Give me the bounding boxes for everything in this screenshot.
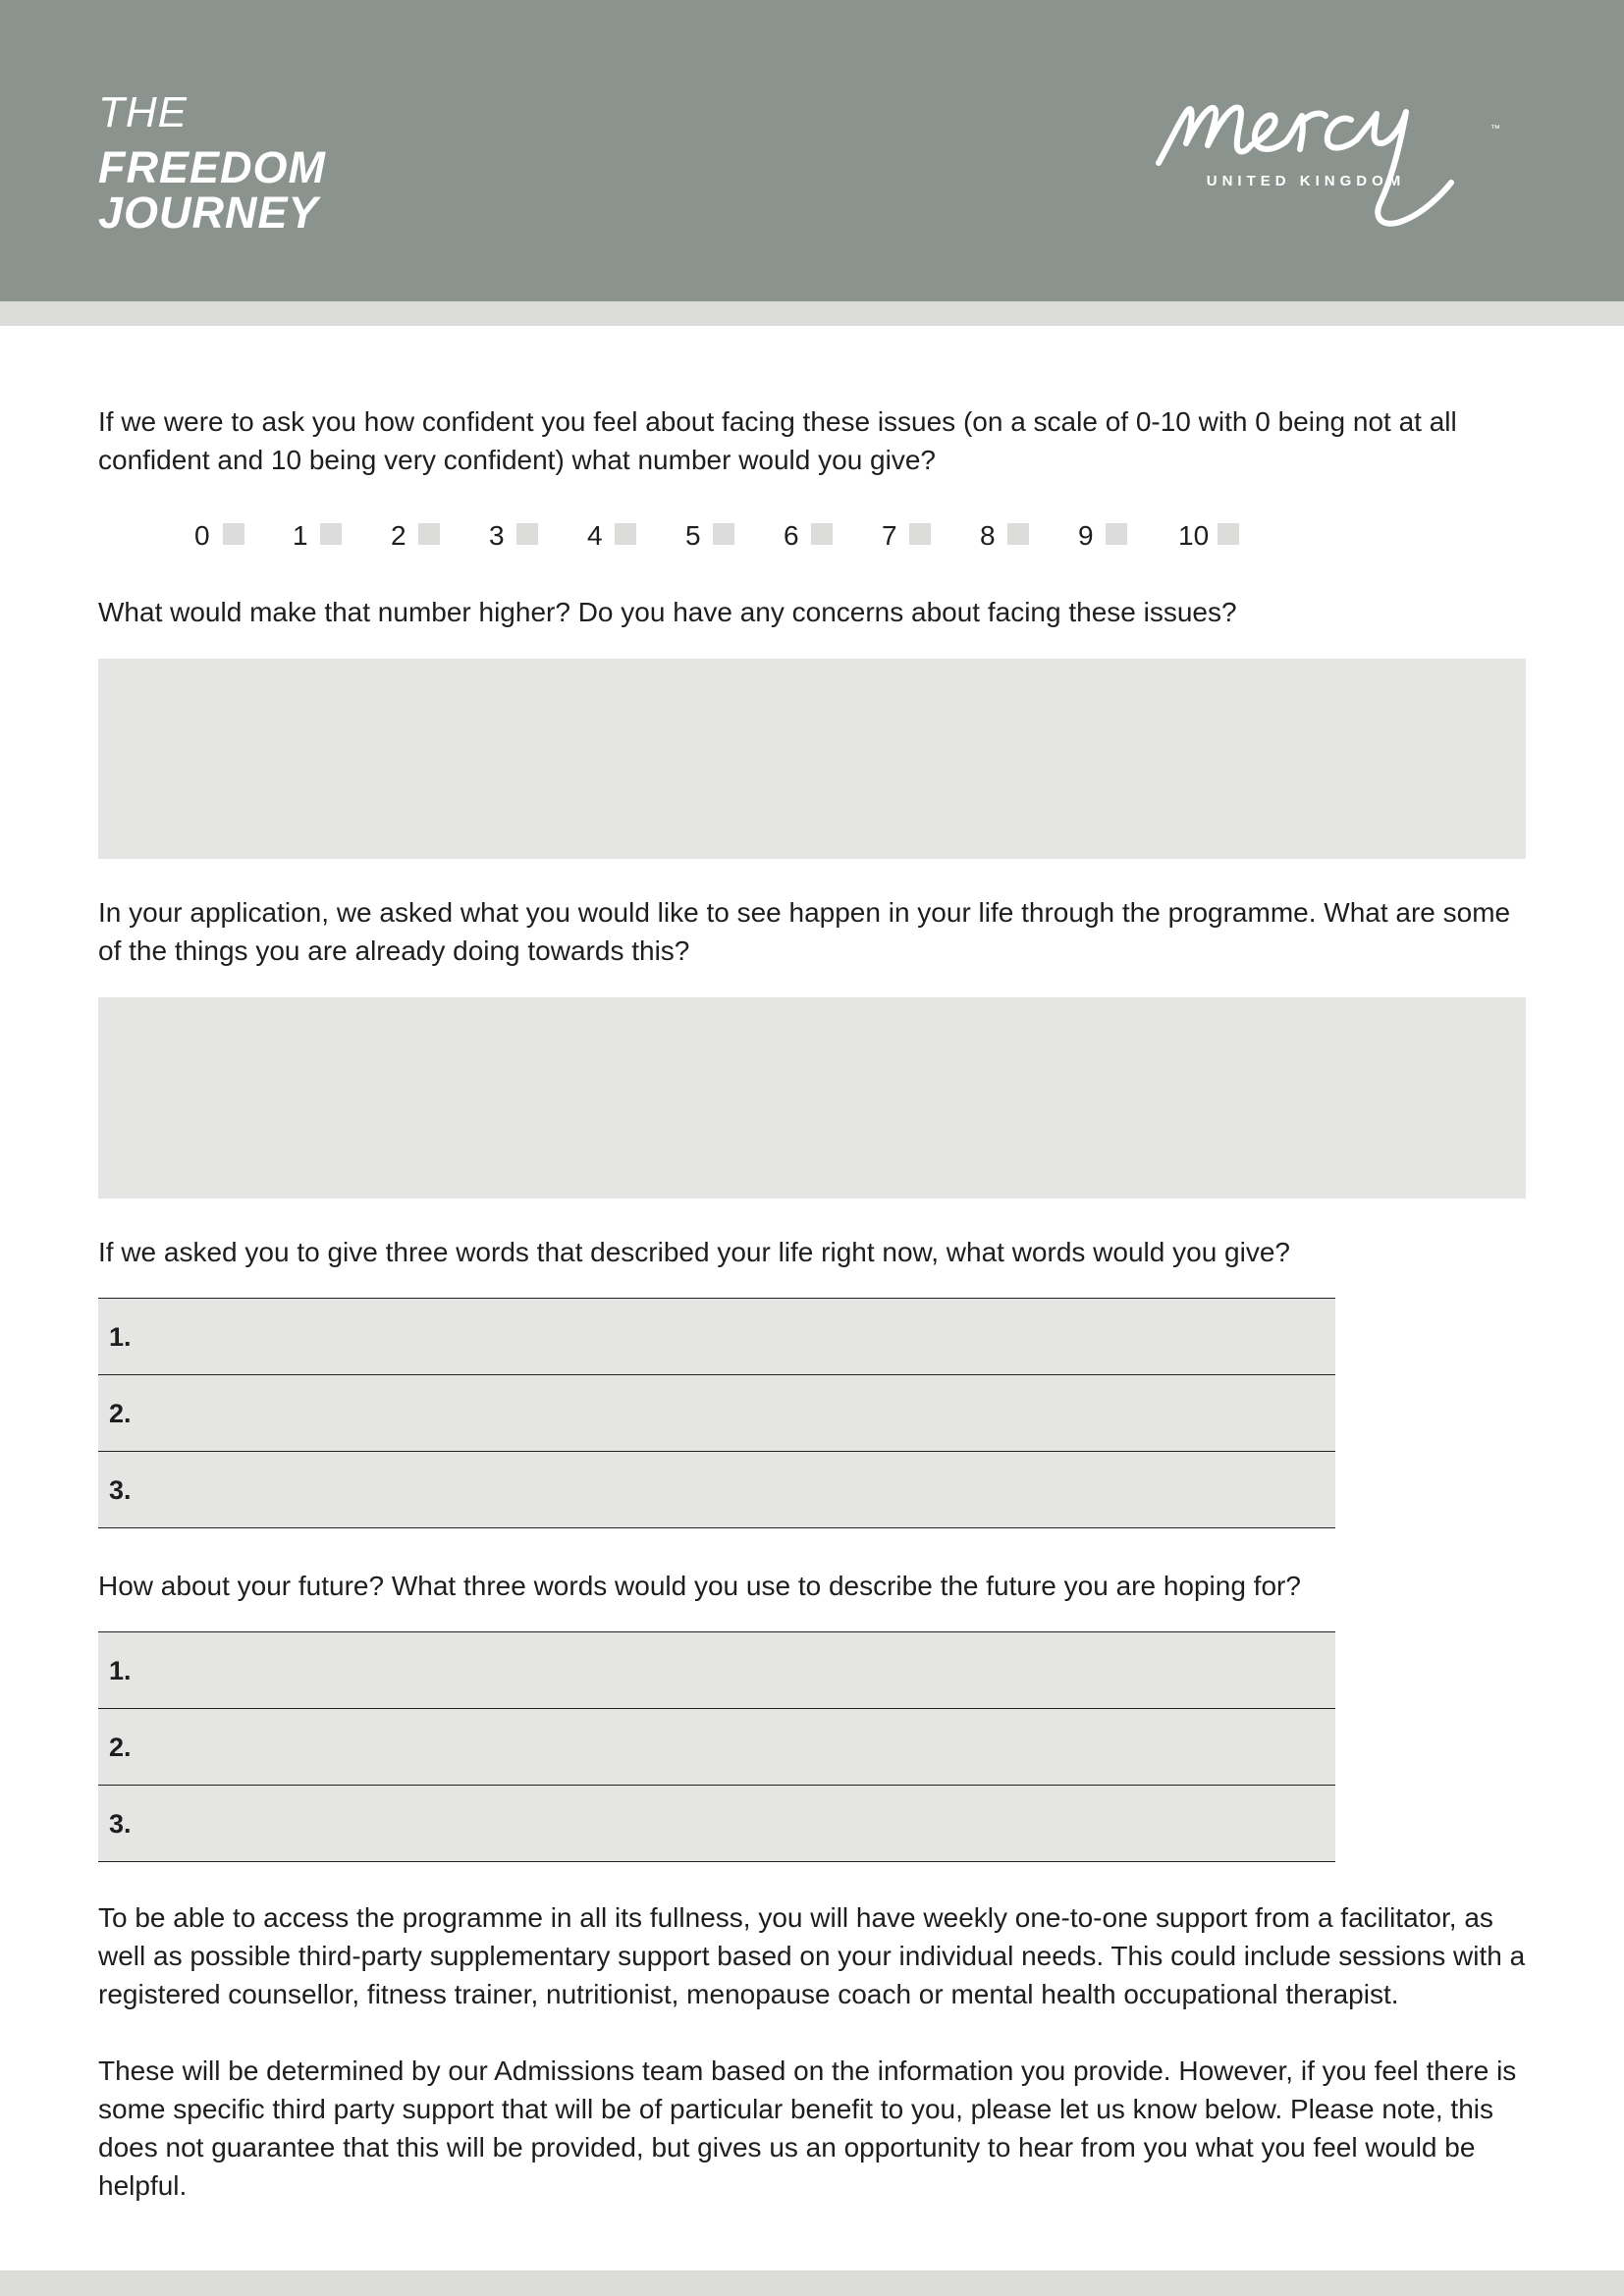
brand-line-freedom: FREEDOM: [98, 142, 326, 192]
brand-line-journey: JOURNEY: [98, 187, 319, 238]
scale-checkbox[interactable]: [1218, 523, 1239, 545]
word-number: 2.: [109, 1399, 132, 1428]
scale-label: 4: [587, 520, 603, 551]
three-words-now-list: [98, 1298, 1335, 1528]
scale-checkbox[interactable]: [223, 523, 244, 545]
word-number: 2.: [109, 1733, 132, 1762]
word-number: 1.: [109, 1322, 132, 1352]
scale-checkbox[interactable]: [615, 523, 636, 545]
word-number: 3.: [109, 1475, 132, 1505]
question-three-words-future: How about your future? What three words would you use to describe the future you are hoping for?: [98, 1571, 1301, 1601]
word-number: 1.: [109, 1656, 132, 1685]
support-paragraph: To be able to access the programme in all its fullness, you will have weekly one-to-one support from a facilitator, as well as possible third-party supplementary support based on your individual needs. This could include sessions with a registered counsellor, fitness trainer, nutritionist, menopause coach or mental health occupational therapist.: [98, 1902, 1526, 2009]
word-number: 3.: [109, 1809, 132, 1839]
question-three-words-now: If we asked you to give three words that described your life right now, what words would you give?: [98, 1237, 1290, 1267]
future-word-field-1[interactable]: [98, 1632, 1335, 1709]
question-higher-number: What would make that number higher? Do you have any concerns about facing these issues?: [98, 597, 1237, 627]
question-confidence: If we were to ask you how confident you feel about facing these issues (on a scale of 0-10 with 0 being not at all confident and 10 being very confident) what number would you give?: [98, 406, 1457, 475]
freedom-journey-brand: [98, 90, 326, 236]
question-application: In your application, we asked what you would like to see happen in your life through the programme. What are some of the things you are already doing towards this?: [98, 897, 1511, 966]
scale-label: 6: [784, 520, 799, 551]
scale-label: 8: [980, 520, 996, 551]
scale-label: 5: [685, 520, 701, 551]
scale-checkbox[interactable]: [909, 523, 931, 545]
word-field-2[interactable]: [98, 1375, 1335, 1452]
scale-checkbox[interactable]: [418, 523, 440, 545]
footer-strip: [0, 2270, 1624, 2296]
scale-label: 0: [194, 520, 210, 551]
scale-label: 9: [1078, 520, 1094, 551]
scale-checkbox[interactable]: [1007, 523, 1029, 545]
scale-checkbox[interactable]: [713, 523, 734, 545]
brand-the: THE: [98, 88, 188, 136]
logo-trademark: ™: [1490, 124, 1500, 134]
page-header: [0, 0, 1624, 301]
word-field-3[interactable]: [98, 1452, 1335, 1528]
future-word-field-3[interactable]: [98, 1786, 1335, 1862]
scale-label: 1: [293, 520, 308, 551]
answer-area-application[interactable]: [98, 997, 1526, 1199]
scale-label: 3: [489, 520, 505, 551]
mercy-logo: [1149, 86, 1542, 234]
word-field-1[interactable]: [98, 1299, 1335, 1375]
admissions-paragraph: These will be determined by our Admissions team based on the information you provide. However, if you feel there is some specific third party support that will be of particular benefit to you, please let us know below. Please note, this does not guarantee that this will be provided, but gives us an opportunity to hear from you what you feel would be helpful.: [98, 2056, 1517, 2201]
scale-checkbox[interactable]: [320, 523, 342, 545]
header-divider-strip: [0, 301, 1624, 326]
three-words-future-list: [98, 1631, 1335, 1862]
scale-label: 2: [391, 520, 406, 551]
mercy-script-logo-icon: [1149, 86, 1542, 234]
logo-subtitle: UNITED KINGDOM: [1206, 173, 1406, 189]
answer-area-concerns[interactable]: [98, 659, 1526, 859]
scale-label: 7: [882, 520, 897, 551]
future-word-field-2[interactable]: [98, 1709, 1335, 1786]
scale-checkbox[interactable]: [1106, 523, 1127, 545]
scale-checkbox[interactable]: [516, 523, 538, 545]
scale-label: 10: [1178, 520, 1210, 551]
scale-checkbox[interactable]: [811, 523, 833, 545]
